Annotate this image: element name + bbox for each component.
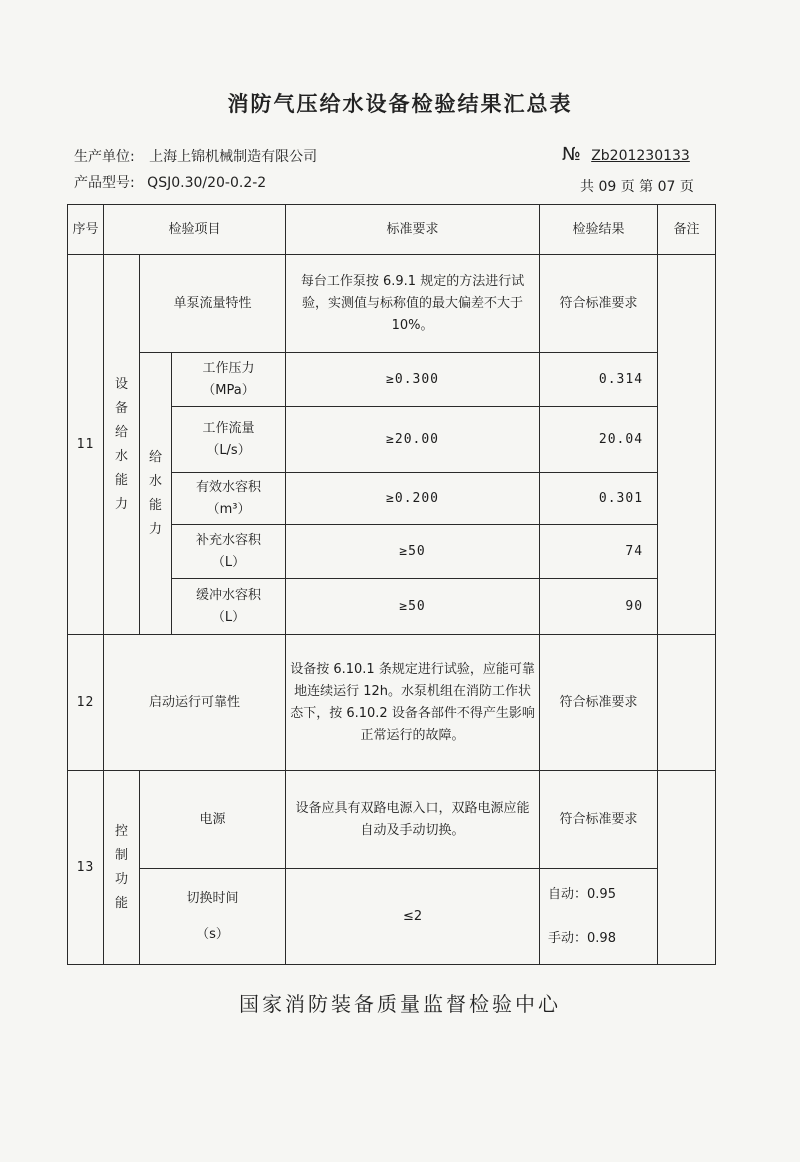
standard-effective-volume: ≥0.200 (286, 473, 540, 525)
col-remark: 备注 (658, 205, 716, 255)
result-power: 符合标准要求 (540, 771, 658, 869)
item-buffer-volume (172, 579, 286, 635)
group-control-label: 控制功能 (114, 823, 128, 911)
standard-switch-time: ≤2 (286, 869, 540, 965)
item-pump-flow: 单泵流量特性 (140, 255, 286, 353)
result-switch-auto: 自动：0.95 (548, 886, 616, 902)
subgroup-supply-capacity-label: 给水能力 (148, 449, 162, 537)
item-switch-time (140, 869, 286, 965)
item-makeup-volume-unit: （L） (211, 554, 246, 570)
seq-13: 13 (68, 771, 104, 965)
seq-12: 12 (68, 635, 104, 771)
result-makeup-volume: 74 (540, 525, 658, 579)
model-line (74, 172, 266, 192)
standard-pressure: ≥0.300 (286, 353, 540, 407)
table-row (68, 635, 716, 771)
standard-power: 设备应具有双路电源入口，双路电源应能自动及手动切换。 (286, 771, 540, 869)
item-makeup-volume-name: 补充水容积 (196, 532, 262, 548)
item-effective-volume-unit: （m³） (206, 501, 251, 517)
item-switch-time-name: 切换时间 (186, 890, 239, 906)
number-label: № (562, 144, 581, 165)
item-makeup-volume (172, 525, 286, 579)
item-effective-volume (172, 473, 286, 525)
col-item: 检验项目 (104, 205, 286, 255)
number-value: Zb201230133 (591, 148, 690, 164)
remark-11 (658, 255, 716, 635)
item-power: 电源 (140, 771, 286, 869)
standard-startup-reliability: 设备按 6.10.1 条规定进行试验，应能可靠地连续运行 12h。水泵机组在消防工作状态下，按 6.10.2 设备各部件不得产生影响正常运行的故障。 (286, 635, 540, 771)
item-buffer-volume-name: 缓冲水容积 (196, 587, 262, 603)
results-table (67, 204, 716, 965)
item-pressure (172, 353, 286, 407)
item-effective-volume-name: 有效水容积 (196, 479, 262, 495)
item-flow-name: 工作流量 (202, 420, 255, 436)
seq-11: 11 (68, 255, 104, 635)
col-standard: 标准要求 (286, 205, 540, 255)
standard-makeup-volume: ≥50 (286, 525, 540, 579)
standard-buffer-volume: ≥50 (286, 579, 540, 635)
remark-12 (658, 635, 716, 771)
report-number (562, 144, 690, 165)
result-effective-volume: 0.301 (540, 473, 658, 525)
group-water-supply (104, 255, 140, 635)
table-row (68, 869, 716, 965)
item-startup-reliability: 启动运行可靠性 (104, 635, 286, 771)
item-buffer-volume-unit: （L） (211, 609, 246, 625)
producer-value: 上海上锦机械制造有限公司 (149, 149, 318, 165)
result-pressure: 0.314 (540, 353, 658, 407)
producer-line (74, 146, 317, 166)
result-pump-flow: 符合标准要求 (540, 255, 658, 353)
producer-label: 生产单位: (74, 149, 135, 165)
group-water-supply-label: 设备给水能力 (114, 376, 128, 512)
table-row (68, 353, 716, 407)
item-flow (172, 407, 286, 473)
remark-13 (658, 771, 716, 965)
table-row (68, 255, 716, 353)
table-row (68, 771, 716, 869)
item-pressure-name: 工作压力 (202, 360, 255, 376)
page-count: 共 09 页 第 07 页 (580, 179, 694, 195)
standard-flow: ≥20.00 (286, 407, 540, 473)
result-switch-manual: 手动：0.98 (548, 930, 616, 946)
subgroup-supply-capacity (140, 353, 172, 635)
group-control (104, 771, 140, 965)
issuer-name: 国家消防装备质量监督检验中心 (239, 992, 561, 1016)
result-flow: 20.04 (540, 407, 658, 473)
col-seq: 序号 (68, 205, 104, 255)
item-pressure-unit: （MPa） (202, 382, 255, 398)
result-buffer-volume: 90 (540, 579, 658, 635)
model-label: 产品型号: (74, 175, 135, 191)
page-title: 消防气压给水设备检验结果汇总表 (227, 92, 573, 116)
standard-pump-flow: 每台工作泵按 6.9.1 规定的方法进行试验，实测值与标称值的最大偏差不大于 10%。 (286, 255, 540, 353)
model-value: QSJ0.30/20-0.2-2 (147, 175, 267, 191)
item-flow-unit: （L/s） (206, 442, 251, 458)
header-row (68, 205, 716, 255)
result-startup-reliability: 符合标准要求 (540, 635, 658, 771)
item-switch-time-unit: （s） (196, 926, 229, 942)
col-result: 检验结果 (540, 205, 658, 255)
result-switch-time (540, 869, 658, 965)
